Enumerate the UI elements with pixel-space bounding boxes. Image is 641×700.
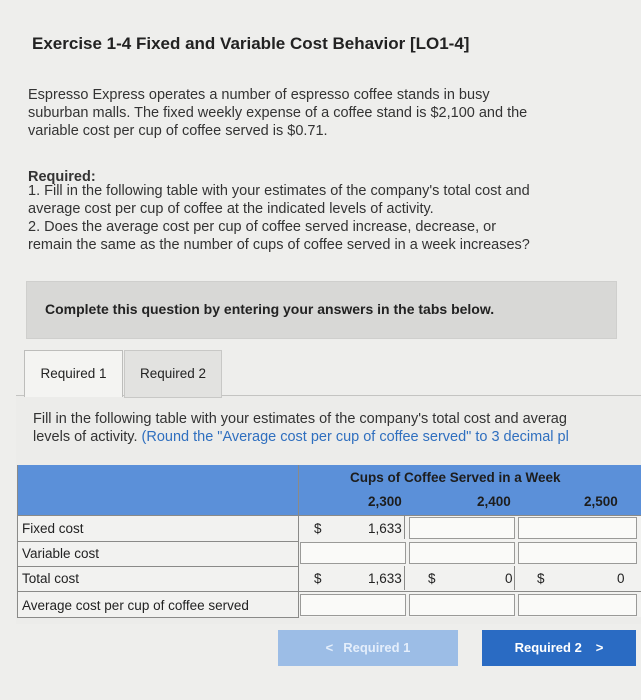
exercise-intro: Espresso Express operates a number of espresso coffee stands in busy suburban malls. The fixed weekly expense of a coffee stand is $2,100 and the variable cost per cup of coffee served is $0.71. [28, 87, 528, 139]
variable-cost-2400-input[interactable] [409, 542, 515, 564]
currency-symbol: $ [428, 571, 436, 586]
row-label-total-cost: Total cost [22, 571, 80, 586]
row-label-average-cost: Average cost per cup of coffee served [22, 598, 249, 613]
total-cost-2300-value: 1,633 [368, 571, 402, 586]
row-label-fixed-cost: Fixed cost [22, 521, 84, 536]
table-instructions [33, 410, 569, 446]
instructions-line-2 [33, 428, 569, 446]
banner-text: Complete this question by entering your answers in the tabs below. [45, 301, 495, 317]
required-text: 1. Fill in the following table with your estimates of the company's total cost and average cost per cup of coffee at the indicated levels of activity. 2. Does the average cost per cup of coffee served increase, decrease, or remain the same as the number of cups of coffee served in a week increases? [28, 183, 530, 253]
tab-required-2[interactable]: Required 2 [124, 350, 222, 398]
instructions-line-2-text: levels of activity. [33, 429, 142, 445]
average-cost-2400-input[interactable] [409, 594, 515, 616]
chevron-left-icon: < [325, 640, 334, 655]
currency-symbol: $ [537, 571, 545, 586]
average-cost-2300-input[interactable] [300, 594, 406, 616]
tab-required-1[interactable]: Required 1 [24, 350, 123, 397]
column-header-2300: 2,300 [368, 494, 402, 509]
next-required-2-button[interactable] [482, 630, 636, 666]
average-cost-2500-input[interactable] [518, 594, 637, 616]
next-button-label: Required 2 [514, 640, 582, 655]
total-cost-2500-value: 0 [617, 571, 625, 586]
required-heading: Required: [28, 169, 96, 185]
fixed-cost-2400-input[interactable] [409, 517, 515, 539]
instructions-banner [26, 281, 617, 339]
fixed-cost-2300-value: 1,633 [368, 521, 402, 536]
currency-symbol: $ [314, 521, 322, 536]
prev-button-label: Required 1 [343, 640, 411, 655]
currency-symbol: $ [314, 571, 322, 586]
variable-cost-2500-input[interactable] [518, 542, 637, 564]
column-header-2400: 2,400 [477, 494, 511, 509]
row-label-variable-cost: Variable cost [22, 546, 100, 561]
total-cost-2400-value: 0 [505, 571, 513, 586]
table-group-header: Cups of Coffee Served in a Week [350, 470, 561, 485]
fixed-cost-2500-input[interactable] [518, 517, 637, 539]
rounding-note: (Round the "Average cost per cup of coffee served" to 3 decimal pl [141, 429, 569, 445]
chevron-right-icon: > [595, 640, 604, 655]
exercise-title: Exercise 1-4 Fixed and Variable Cost Behavior [LO1-4] [32, 34, 470, 53]
variable-cost-2300-input[interactable] [300, 542, 406, 564]
prev-required-1-button[interactable] [278, 630, 458, 666]
column-header-2500: 2,500 [584, 494, 618, 509]
instructions-line-1: Fill in the following table with your estimates of the company's total cost and averag [33, 411, 567, 427]
